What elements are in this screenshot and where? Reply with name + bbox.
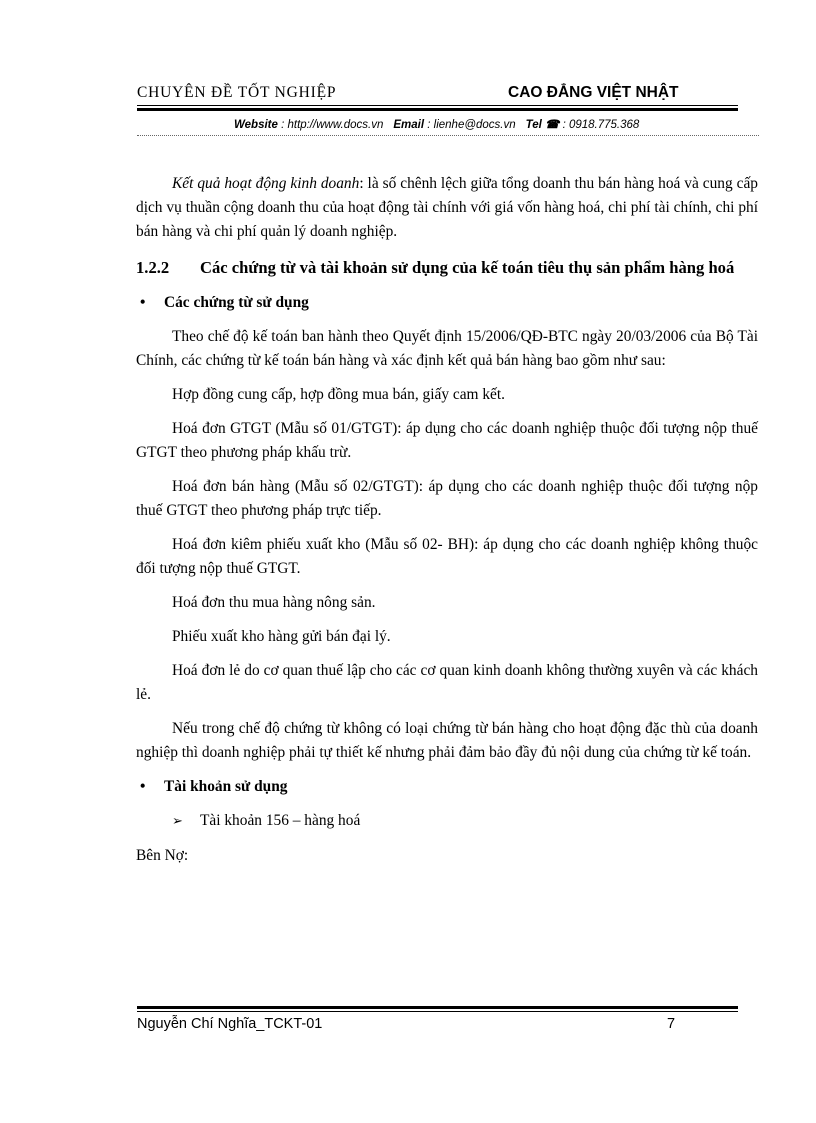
- document-body: [136, 172, 758, 878]
- website-label: Website: [234, 119, 278, 131]
- item-retail-invoice: Hoá đơn lẻ do cơ quan thuế lập cho các cơ quan kinh doanh không thường xuyên và các khách lẻ.: [136, 662, 758, 703]
- arrow-bullet-icon: ➢: [172, 814, 183, 829]
- custom-documents-paragraph: Nếu trong chế độ chứng từ không có loại chứng từ bán hàng cho hoạt động đặc thù của doanh nghiệp thì doanh nghiệp phải tự thiết kế nhưng phải đảm bảo đầy đủ nội dung của chứng từ kế toán.: [136, 720, 758, 761]
- regulation-paragraph: Theo chế độ kế toán ban hành theo Quyết định 15/2006/QĐ-BTC ngày 20/03/2006 của Bộ Tài Chính, các chứng từ kế toán bán hàng và xác định kết quả bán hàng bao gồm như sau:: [136, 328, 758, 369]
- header-contact-line: [234, 117, 639, 131]
- header-rule-thin: [137, 105, 738, 106]
- bullet-accounts: [136, 775, 758, 799]
- website-separator: :: [277, 119, 288, 131]
- item-consignment: Phiếu xuất kho hàng gửi bán đại lý.: [172, 628, 391, 645]
- bullet-dot-icon: •: [140, 778, 146, 795]
- item-sales-invoice: Hoá đơn bán hàng (Mẫu số 02/GTGT): áp dụng cho các doanh nghiệp thuộc đối tượng nộp thuế GTGT theo phương pháp trực tiếp.: [136, 478, 758, 519]
- item-export-invoice: Hoá đơn kiêm phiếu xuất kho (Mẫu số 02- BH): áp dụng cho các doanh nghiệp không thuộc đối tượng nộp thuế GTGT.: [136, 536, 758, 577]
- bullet-documents: [136, 291, 758, 315]
- section-number: 1.2.2: [136, 258, 170, 277]
- intro-paragraph: [136, 172, 758, 244]
- item-farm-purchase: Hoá đơn thu mua hàng nông sản.: [172, 594, 376, 611]
- footer-rule-thin: [137, 1011, 738, 1012]
- item-contract: Hợp đồng cung cấp, hợp đồng mua bán, giấy cam kết.: [172, 386, 505, 403]
- email-address[interactable]: lienhe@docs.vn: [433, 119, 516, 131]
- intro-text: : là số chênh lệch giữa tổng doanh thu bán hàng hoá và cung cấp dịch vụ thuần cộng doanh thu của hoạt động tài chính với giá vốn hàng hoá, chi phí tài chính, chi phí bán hàng và chi phí quản lý doanh nghiệp.: [136, 175, 758, 240]
- header-dotted-rule: [137, 135, 759, 136]
- header-rule-thick: [137, 108, 738, 111]
- bullet-documents-label: Các chứng từ sử dụng: [164, 294, 309, 311]
- footer-author: Nguyễn Chí Nghĩa_TCKT-01: [137, 1016, 323, 1032]
- bullet-dot-icon: •: [140, 294, 146, 311]
- section-heading: [136, 254, 758, 281]
- header-right-title: CAO ĐẲNG VIỆT NHẬT: [508, 84, 679, 101]
- intro-term: Kết quả hoạt động kinh doanh: [172, 175, 360, 192]
- footer-rule-thick: [137, 1006, 738, 1009]
- website-url[interactable]: http://www.docs.vn: [287, 119, 384, 131]
- bullet-accounts-label: Tài khoản sử dụng: [164, 778, 288, 795]
- debit-label: Bên Nợ:: [136, 847, 189, 864]
- telephone-icon: ☎: [545, 119, 560, 131]
- item-vat-invoice: Hoá đơn GTGT (Mẫu số 01/GTGT): áp dụng cho các doanh nghiệp thuộc đối tượng nộp thuế GTGT theo phương pháp khấu trừ.: [136, 420, 758, 461]
- page-number: 7: [667, 1016, 676, 1032]
- account-156-label: Tài khoản 156 – hàng hoá: [200, 812, 361, 829]
- header-left-title: CHUYÊN ĐỀ TỐT NGHIỆP: [137, 84, 337, 101]
- tel-label: Tel: [525, 119, 542, 131]
- section-title: Các chứng từ và tài khoản sử dụng của kế toán tiêu thụ sản phẩm hàng hoá: [200, 258, 735, 277]
- account-156-item: [136, 809, 758, 834]
- tel-number: : 0918.775.368: [559, 119, 640, 131]
- email-label: Email: [393, 119, 425, 131]
- email-separator: :: [424, 119, 434, 131]
